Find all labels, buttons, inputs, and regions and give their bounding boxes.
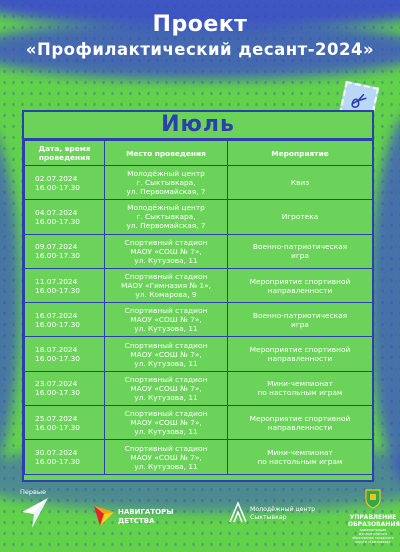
header-date: Дата, время проведения xyxy=(25,141,105,166)
cell-date xyxy=(25,440,105,474)
navigatory-line-2: ДЕТСТВА xyxy=(118,516,155,525)
schedule-table xyxy=(24,140,373,475)
arrow-logo-icon xyxy=(20,496,50,530)
place-line: Спортивный стадион xyxy=(124,374,208,384)
navigatory-label xyxy=(118,508,173,525)
month-title: Июль xyxy=(24,112,372,140)
youth-center-line-2: Сыктывкар xyxy=(250,514,287,521)
place-line: Спортивный стадион xyxy=(124,272,208,282)
time-text: 16.00-17.30 xyxy=(35,457,80,467)
place-line: МАОУ «СОШ № 7», xyxy=(130,452,202,462)
event-line: Военно-патриотическая xyxy=(252,310,348,320)
cell-event xyxy=(228,303,373,337)
cell-place xyxy=(105,371,228,405)
place-line: МАОУ «СОШ № 7», xyxy=(130,246,202,256)
place-line: Молодёжный центр xyxy=(127,169,205,179)
date-text: 16.07.2024 xyxy=(35,310,78,320)
cell-date xyxy=(25,406,105,440)
place-line: ул. Кутузова, 11 xyxy=(134,324,198,334)
time-text: 16.00-17.30 xyxy=(35,251,80,261)
cell-place xyxy=(105,337,228,371)
time-text: 16.00-17.30 xyxy=(35,216,80,226)
place-line: МАОУ «СОШ № 7», xyxy=(130,349,202,359)
cell-event xyxy=(228,371,373,405)
event-line: игра xyxy=(291,251,309,261)
event-line: игра xyxy=(291,319,309,329)
event-line: направленности xyxy=(267,354,333,364)
cell-date xyxy=(25,200,105,234)
time-text: 16.00-17.30 xyxy=(35,422,80,432)
place-line: ул. Первомайская, 7 xyxy=(126,221,206,231)
place-line: г. Сыктывкара, xyxy=(136,178,196,188)
footer-logos xyxy=(0,488,400,552)
upravlenie-line-2: ОБРАЗОВАНИЯ xyxy=(348,521,400,528)
event-line: Мини-чемпионат xyxy=(267,379,333,389)
cell-date xyxy=(25,303,105,337)
schedule-board xyxy=(22,110,374,482)
cell-place xyxy=(105,406,228,440)
place-line: Спортивный стадион xyxy=(124,340,208,350)
table-row xyxy=(25,200,373,234)
table-row xyxy=(25,166,373,200)
table-header-row xyxy=(25,141,373,166)
title-line-2: «Профилактический десант-2024» xyxy=(25,40,375,59)
cell-event xyxy=(228,406,373,440)
place-line: ул. Первомайская, 7 xyxy=(126,187,206,197)
place-line: Спортивный стадион xyxy=(124,306,208,316)
event-line: направленности xyxy=(267,285,333,295)
upravlenie-small-2: муниципального образования городского xyxy=(352,532,394,540)
table-row xyxy=(25,371,373,405)
cell-place xyxy=(105,440,228,474)
upravlenie-logo xyxy=(348,488,398,544)
place-line: ул. Кутузова, 11 xyxy=(134,255,198,265)
event-line: Военно-патриотическая xyxy=(252,242,348,252)
place-line: ул. Кутузова, 11 xyxy=(134,358,198,368)
upravlenie-small xyxy=(348,528,398,544)
poster-title xyxy=(0,12,400,62)
spray-right xyxy=(370,110,400,490)
date-text: 30.07.2024 xyxy=(35,448,78,458)
table-body xyxy=(25,166,373,475)
date-text: 18.07.2024 xyxy=(35,345,78,355)
place-line: ул. Кутузова, 11 xyxy=(134,461,198,471)
event-line: Мероприятие спортивной xyxy=(249,413,351,423)
date-text: 02.07.2024 xyxy=(35,173,78,183)
table-row xyxy=(25,234,373,268)
date-text: 11.07.2024 xyxy=(35,276,78,286)
table-row xyxy=(25,303,373,337)
cell-date xyxy=(25,166,105,200)
spray-left xyxy=(0,120,20,480)
upravlenie-small-3: округа «Сыктывкар» xyxy=(355,540,391,544)
place-line: Спортивный стадион xyxy=(124,237,208,247)
cell-date xyxy=(25,234,105,268)
place-line: МАОУ «Гимназия № 1», xyxy=(120,281,211,291)
cell-date xyxy=(25,337,105,371)
date-text: 23.07.2024 xyxy=(35,379,78,389)
time-text: 16.00-17.30 xyxy=(35,354,80,364)
cell-event xyxy=(228,268,373,302)
upravlenie-label xyxy=(348,514,398,528)
place-line: ул. Кутузова, 11 xyxy=(134,392,198,402)
cell-event xyxy=(228,337,373,371)
navigator-star-icon xyxy=(92,502,116,528)
pervye-logo xyxy=(20,488,64,534)
date-text: 09.07.2024 xyxy=(35,242,78,252)
event-line: Мероприятие спортивной xyxy=(249,345,351,355)
event-line: Мероприятие спортивной xyxy=(249,276,351,286)
upravlenie-line-1: УПРАВЛЕНИЕ xyxy=(349,514,397,521)
header-event: Мероприятие xyxy=(228,141,373,166)
cell-event xyxy=(228,440,373,474)
place-line: МАОУ «СОШ № 7», xyxy=(130,383,202,393)
place-line: ул. Комарова, 9 xyxy=(135,290,197,300)
table-row xyxy=(25,406,373,440)
event-line: Игротека xyxy=(281,212,319,222)
cell-event xyxy=(228,200,373,234)
cell-date xyxy=(25,268,105,302)
place-line: ул. Кутузова, 11 xyxy=(134,427,198,437)
place-line: Спортивный стадион xyxy=(124,443,208,453)
pervye-label: Первые xyxy=(20,488,46,496)
header-place: Место проведения xyxy=(105,141,228,166)
place-line: Спортивный стадион xyxy=(124,409,208,419)
cell-event xyxy=(228,234,373,268)
time-text: 16.00-17.30 xyxy=(35,182,80,192)
cell-place xyxy=(105,200,228,234)
place-line: Молодёжный центр xyxy=(127,203,205,213)
cell-date xyxy=(25,371,105,405)
event-line: по настольным играм xyxy=(257,388,343,398)
cell-place xyxy=(105,234,228,268)
upravlenie-small-1: администрации xyxy=(359,528,387,532)
cell-event xyxy=(228,166,373,200)
cell-place xyxy=(105,268,228,302)
youth-center-logo-icon xyxy=(228,500,248,524)
place-line: МАОУ «СОШ № 7», xyxy=(130,418,202,428)
event-line: направленности xyxy=(267,422,333,432)
date-text: 04.07.2024 xyxy=(35,207,78,217)
title-line-1: Проект xyxy=(152,12,248,37)
table-row xyxy=(25,337,373,371)
table-row xyxy=(25,268,373,302)
place-line: г. Сыктывкара, xyxy=(136,212,196,222)
time-text: 16.00-17.30 xyxy=(35,285,80,295)
youth-center-line-1: Молодёжный центр xyxy=(250,506,316,513)
event-line: Квиз xyxy=(290,178,310,188)
event-line: по настольным играм xyxy=(257,457,343,467)
place-line: МАОУ «СОШ № 7», xyxy=(130,315,202,325)
navigatory-line-1: НАВИГАТОРЫ xyxy=(118,508,174,516)
event-line: Мини-чемпионат xyxy=(267,448,333,458)
cell-place xyxy=(105,166,228,200)
cell-place xyxy=(105,303,228,337)
youth-center-label xyxy=(250,506,315,522)
time-text: 16.00-17.30 xyxy=(35,319,80,329)
table-row xyxy=(25,440,373,474)
date-text: 25.07.2024 xyxy=(35,413,78,423)
time-text: 16.00-17.30 xyxy=(35,388,80,398)
coat-of-arms-icon xyxy=(364,488,382,510)
